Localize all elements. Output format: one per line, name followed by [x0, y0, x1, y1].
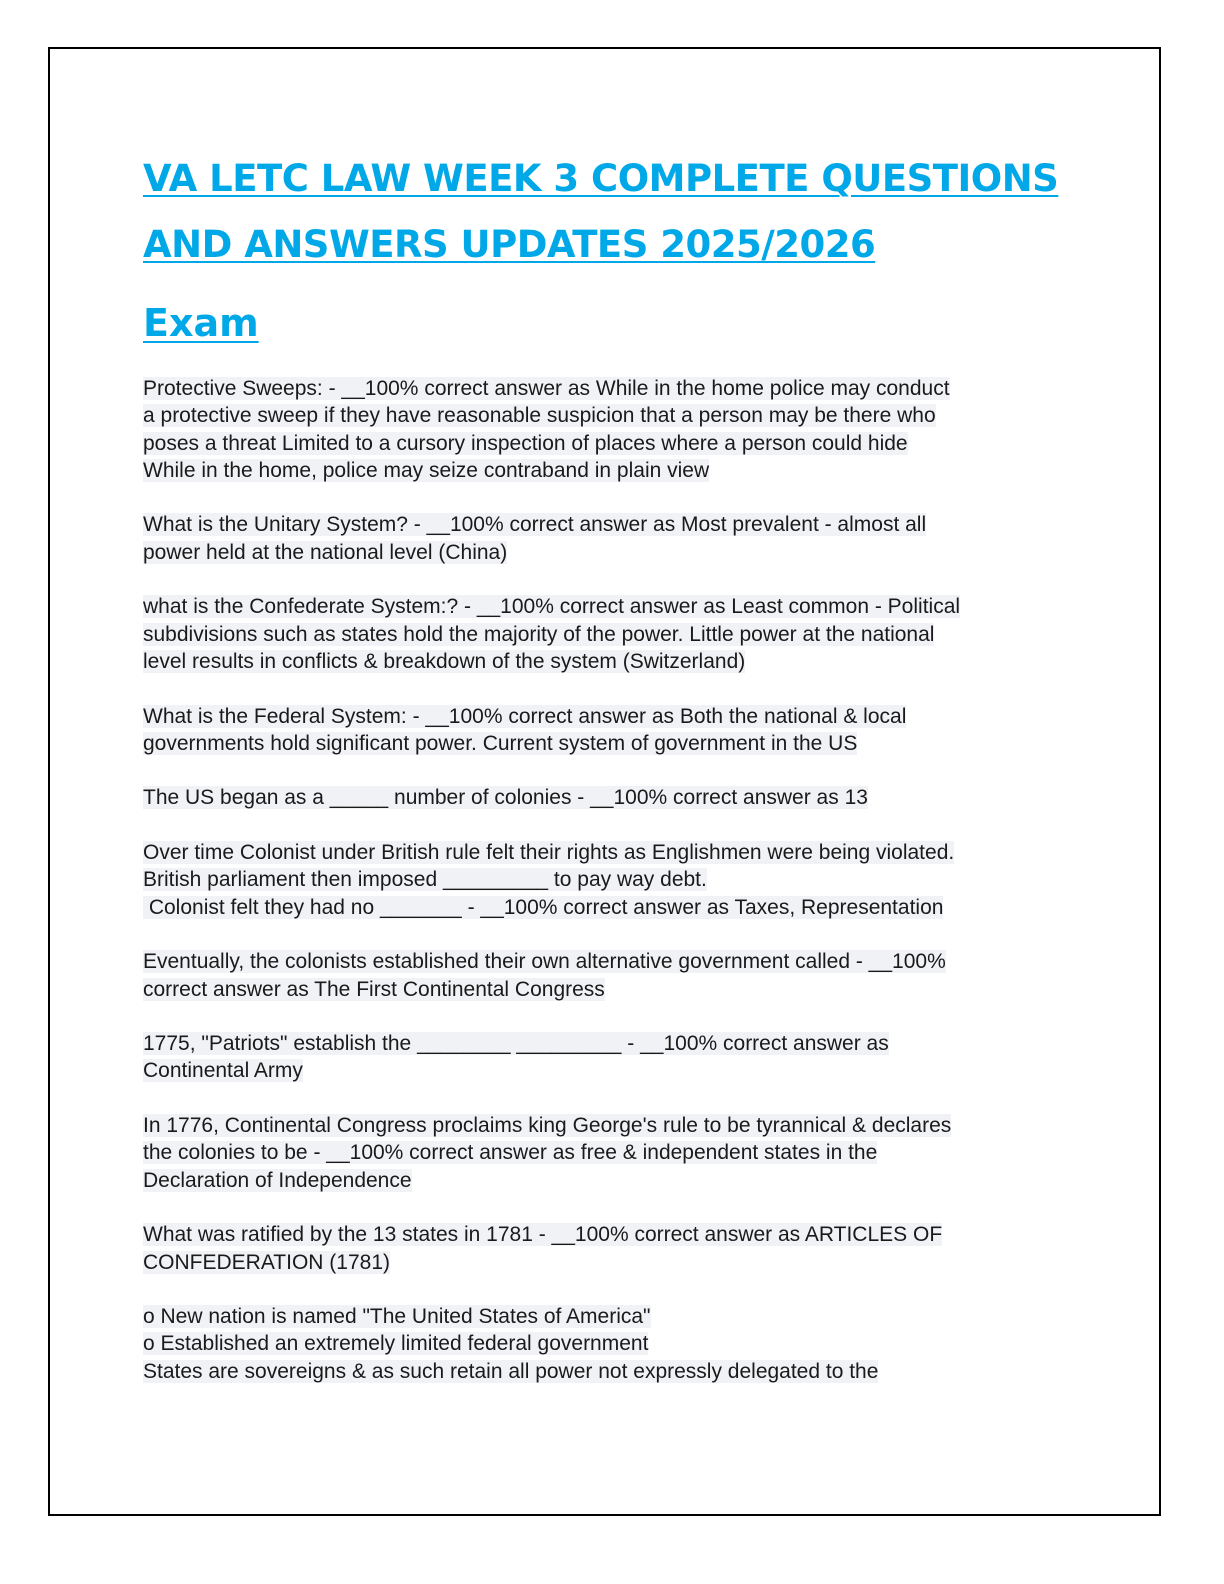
- qa-line: Declaration of Independence: [143, 1168, 412, 1192]
- qa-line: the colonies to be - __100% correct answer as free & independent states in the: [143, 1141, 878, 1165]
- qa-line: subdivisions such as states hold the majority of the power. Little power at the national: [143, 622, 935, 646]
- qa-entry: [143, 511, 1083, 566]
- qa-line: o Established an extremely limited federal government: [143, 1332, 649, 1356]
- qa-line: The US began as a _____ number of colonies - __100% correct answer as 13: [143, 786, 868, 810]
- qa-line: What is the Federal System: - __100% correct answer as Both the national & local: [143, 704, 907, 728]
- qa-line: correct answer as The First Continental Congress: [143, 977, 605, 1001]
- qa-line: While in the home, police may seize contraband in plain view: [143, 458, 710, 482]
- qa-line: Continental Army: [143, 1059, 303, 1083]
- qa-line: British parliament then imposed _________ to pay way debt.: [143, 868, 707, 892]
- qa-entry: [143, 593, 1083, 675]
- title-line-2: AND ANSWERS UPDATES 2025/2026: [143, 223, 876, 266]
- qa-line: In 1776, Continental Congress proclaims king George's rule to be tyrannical & declares: [143, 1114, 952, 1138]
- qa-line: 1775, "Patriots" establish the ________ _________ - __100% correct answer as: [143, 1032, 889, 1056]
- qa-entry: [143, 1303, 1083, 1385]
- qa-line: States are sovereigns & as such retain all power not expressly delegated to the: [143, 1359, 879, 1383]
- qa-line: what is the Confederate System:? - __100% correct answer as Least common - Political: [143, 595, 961, 619]
- qa-line: Protective Sweeps: - __100% correct answer as While in the home police may conduct: [143, 377, 950, 400]
- qa-line: poses a threat Limited to a cursory inspection of places where a person could hide: [143, 431, 908, 455]
- qa-entry: [143, 375, 1083, 484]
- document-subtitle: Exam: [143, 301, 259, 345]
- qa-line: Over time Colonist under British rule felt their rights as Englishmen were being violated.: [143, 841, 955, 865]
- qa-entry: [143, 839, 1083, 921]
- qa-entry: [143, 703, 1083, 758]
- qa-entry: [143, 1221, 1083, 1276]
- qa-line: Eventually, the colonists established their own alternative government called - __100%: [143, 950, 946, 974]
- title-line-1: VA LETC LAW WEEK 3 COMPLETE QUESTIONS: [143, 157, 1059, 200]
- qa-line: CONFEDERATION (1781): [143, 1250, 390, 1274]
- qa-entry: [143, 1030, 1083, 1085]
- qa-line: level results in conflicts & breakdown of the system (Switzerland): [143, 649, 746, 673]
- qa-line: a protective sweep if they have reasonable suspicion that a person may be there who: [143, 404, 936, 428]
- qa-line: Colonist felt they had no _______ - __100% correct answer as Taxes, Representation: [143, 895, 944, 919]
- qa-line: What is the Unitary System? - __100% correct answer as Most prevalent - almost all: [143, 513, 927, 537]
- qa-line: governments hold significant power. Current system of government in the US: [143, 731, 858, 755]
- qa-entry: [143, 1112, 1083, 1194]
- qa-entry: [143, 784, 1083, 811]
- qa-line: power held at the national level (China): [143, 540, 508, 564]
- document-title: [143, 146, 1103, 278]
- qa-list: [143, 375, 1083, 1412]
- qa-line: What was ratified by the 13 states in 1781 - __100% correct answer as ARTICLES OF: [143, 1223, 943, 1247]
- qa-line: o New nation is named "The United States of America": [143, 1305, 651, 1329]
- qa-entry: [143, 948, 1083, 1003]
